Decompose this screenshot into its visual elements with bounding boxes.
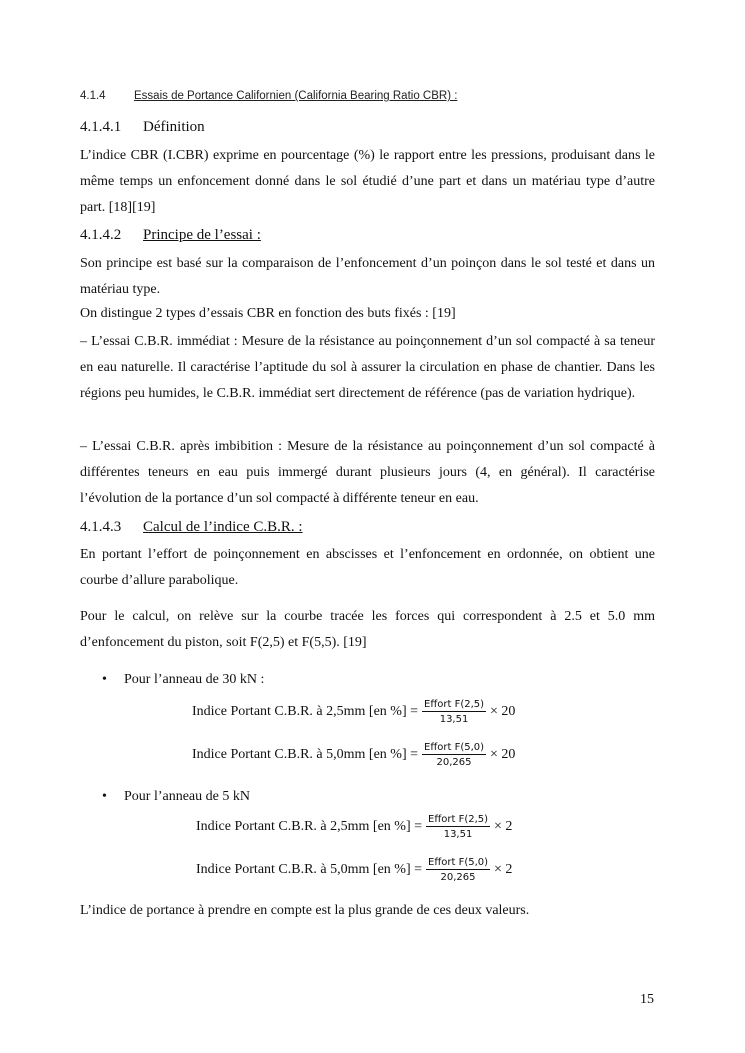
calcul-number: 4.1.4.3	[80, 519, 122, 535]
section-title: Essais de Portance Californien (California Bearing Ratio CBR) :	[134, 90, 458, 102]
calcul-conclusion: L’indice de portance à prendre en compte est la plus grande de ces deux valeurs.	[80, 903, 530, 918]
formula-denominator: 20,265	[440, 872, 476, 883]
formula-label: Indice Portant C.B.R. à 5,0mm [en %] =	[196, 862, 423, 877]
formula-numerator: Effort F(5,0)	[428, 857, 489, 868]
formula-multiplier: × 20	[490, 747, 516, 762]
formula-label: Indice Portant C.B.R. à 2,5mm [en %] =	[192, 704, 419, 719]
principe-heading	[80, 227, 261, 244]
bullet-icon: •	[102, 672, 107, 687]
definition-title: Définition	[143, 119, 205, 135]
formula-fraction	[422, 699, 486, 725]
bullet-text: Pour l’anneau de 5 kN	[124, 789, 250, 804]
principe-paragraph-2: On distingue 2 types d’essais CBR en fonction des buts fixés : [19]	[80, 306, 456, 321]
section-heading	[80, 90, 457, 102]
bullet-anneau-30kn	[102, 672, 265, 688]
section-number: 4.1.4	[80, 90, 106, 102]
formula-numerator: Effort F(5,0)	[424, 742, 485, 753]
definition-heading	[80, 119, 205, 136]
formula-fraction	[426, 814, 490, 840]
formula-fraction	[422, 742, 486, 768]
formula-30kn-2-5mm	[192, 699, 515, 725]
page-number: 15	[640, 992, 654, 1007]
formula-multiplier: × 2	[494, 819, 513, 834]
formula-30kn-5-0mm	[192, 742, 515, 768]
bullet-anneau-5kn	[102, 789, 250, 805]
calcul-title: Calcul de l’indice C.B.R. :	[143, 519, 303, 535]
formula-denominator: 20,265	[436, 757, 472, 768]
formula-denominator: 13,51	[443, 829, 473, 840]
formula-5kn-2-5mm	[196, 814, 512, 840]
formula-fraction	[426, 857, 490, 883]
formula-5kn-5-0mm	[196, 857, 512, 883]
formula-multiplier: × 20	[490, 704, 516, 719]
bullet-icon: •	[102, 789, 107, 804]
calcul-paragraph-1: En portant l’effort de poinçonnement en abscisses et l’enfoncement en ordonnée, on obtient une courbe d’allure parabolique.	[80, 547, 655, 588]
definition-text: L’indice CBR (I.CBR) exprime en pourcentage (%) le rapport entre les pressions, produisant dans le même temps un enfoncement donné dans le sol étudié d’une part et dans un matériau type d’autre part. [18][19]	[80, 148, 655, 215]
calcul-heading	[80, 519, 303, 536]
calcul-paragraph-2: Pour le calcul, on relève sur la courbe tracée les forces qui correspondent à 2.5 et 5.0 mm d’enfoncement du piston, soit F(2,5) et F(5,5). [19]	[80, 609, 655, 650]
formula-label: Indice Portant C.B.R. à 5,0mm [en %] =	[192, 747, 419, 762]
bullet-text: Pour l’anneau de 30 kN :	[124, 672, 265, 687]
definition-number: 4.1.4.1	[80, 119, 122, 135]
formula-denominator: 13,51	[439, 714, 469, 725]
principe-paragraph-3: – L’essai C.B.R. immédiat : Mesure de la résistance au poinçonnement d’un sol compacté à sa teneur en eau naturelle. Il caractérise l’aptitude du sol à assurer la circulation en phase de chantier. Dans les régions peu humides, le C.B.R. immédiat sert directement de référence (pas de variation hydrique).	[80, 334, 655, 401]
formula-label: Indice Portant C.B.R. à 2,5mm [en %] =	[196, 819, 423, 834]
principe-paragraph-4: – L’essai C.B.R. après imbibition : Mesure de la résistance au poinçonnement d’un sol compacté à différentes teneurs en eau puis immergé durant plusieurs jours (4, en général). Il caractérise l’évolution de la portance d’un sol compacté à différente teneur en eau.	[80, 439, 655, 506]
principe-number: 4.1.4.2	[80, 227, 122, 243]
principe-paragraph-1: Son principe est basé sur la comparaison de l’enfoncement d’un poinçon dans le sol testé et dans un matériau type.	[80, 256, 655, 297]
formula-numerator: Effort F(2,5)	[428, 814, 489, 825]
formula-multiplier: × 2	[494, 862, 513, 877]
formula-numerator: Effort F(2,5)	[424, 699, 485, 710]
principe-title: Principe de l’essai :	[143, 227, 261, 243]
